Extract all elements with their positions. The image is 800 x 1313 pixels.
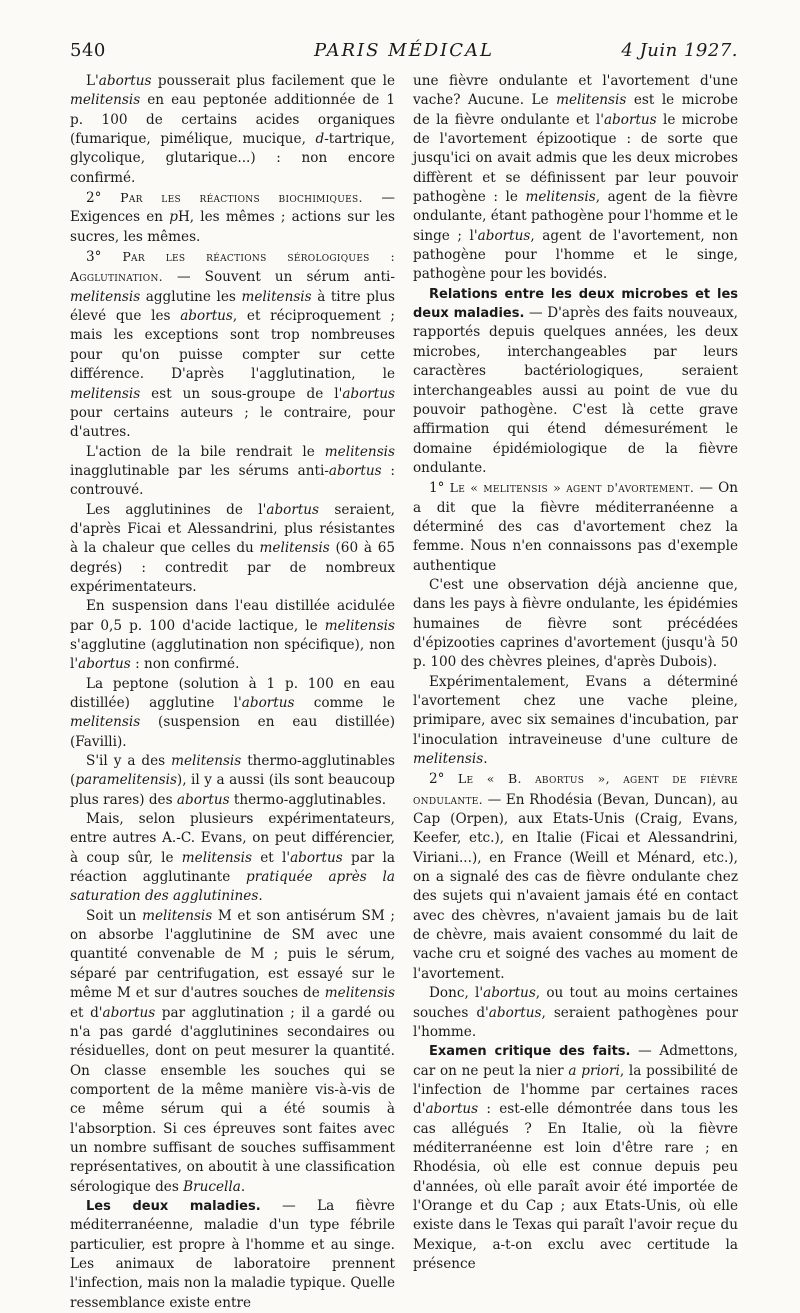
page-number: 540 [70,40,106,61]
left-column [70,72,395,1313]
paragraph: Soit un melitensis M et son antisérum SM ; on absorbe l'agglutinine de SM avec une quantité convenable de M ; puis le sérum, séparé par centrifugation, est essayé sur le même M et sur d'autres souches de melitensis et d'abortus par agglutination ; il a gardé ou n'a pas gardé d'agglutinines secondaires ou résiduelles, dont on peut mesurer la quantité. On classe ensemble les souches qui se comportent de la même manière vis-à-vis de ce même sérum qui a été soumis à l'absorption. Si ces épreuves sont faites avec un nombre suffisant de souches suffisamment représentatives, on aboutit à une classification sérologique des Brucella. [70,907,395,1195]
paragraph: Expérimentalement, Evans a déterminé l'avortement chez une vache pleine, primipare, avec six semaines d'incubation, par l'inoculation intraveineuse d'une culture de melitensis. [413,673,738,768]
paragraph: L'action de la bile rendrait le melitensis inagglutinable par les sérums anti-abortus : controuvé. [70,443,395,499]
paragraph: Les deux maladies. — La fièvre méditerranéenne, maladie d'un type fébrile particulier, est propre à l'homme et au singe. Les animaux de laboratoire prennent l'infection, mais non la maladie typique. Quelle ressemblance existe entre [70,1197,395,1311]
page-header [70,40,738,64]
paragraph: C'est une observation déjà ancienne que, dans les pays à fièvre ondulante, les épidémies humaines de fièvre sont précédées d'épizooties caprines d'avortement (jusqu'à 50 p. 100 des chèvres pleines, d'après Dubois). [413,576,738,671]
paragraph: Donc, l'abortus, ou tout au moins certaines souches d'abortus, seraient pathogènes pour l'homme. [413,985,738,1040]
section-heading: Par les réactions biochimiques. [120,190,363,206]
paragraph: 1° Le « melitensis » agent d'avortement. — On a dit que la fièvre méditerranéenne a déterminé des cas d'avortement chez la femme. Nous n'en connaissons pas d'exemple authentique [413,480,739,574]
section-heading: Examen critique des faits. [429,1044,631,1060]
paragraph: Mais, selon plusieurs expérimentateurs, entre autres A.-C. Evans, on peut différencier, à coup sûr, le melitensis et l'abortus par la réaction agglutinante pratiquée après la saturation des agglutinines. [70,811,395,905]
journal-title: PARIS MÉDICAL [313,40,494,61]
paragraph: Relations entre les deux microbes et les deux maladies. — D'après des faits nouveaux, rapportés depuis quelques années, les deux microbes, interchangeables par leurs caractères bactériologiques, seraient interchangeables aussi au point de vue du pouvoir pathogène. C'est là cette grave affirmation qui étend démesurément le domaine épidémiologique de la fièvre ondulante. [413,286,739,476]
paragraph: Les agglutinines de l'abortus seraient, d'après Ficai et Alessandrini, plus résistantes à la chaleur que celles du melitensis (60 à 65 degrés) : contredit par de nombreux expérimentateurs. [70,501,395,595]
paragraph: En suspension dans l'eau distillée acidulée par 0,5 p. 100 d'acide lactique, le melitensis s'agglutine (agglutination non spécifique), non l'abortus : non confirmé. [70,598,395,673]
paragraph: Examen critique des faits. — Admettons, car on ne peut la nier a priori, la possibilité de l'infection de l'homme par certaines races d'abortus : est-elle démontrée dans tous les cas allégués ? En Italie, où la fièvre méditerranéenne est loin d'être rare ; en Rhodésia, où elle est connue depuis peu d'années, où elle paraît avoir été importée de l'Orange et du Cap ; aux Etats-Unis, où elle existe dans le Texas qui paraît l'avoir reçue du Mexique, a-t-on exclu avec certitude la présence [413,1043,738,1272]
paragraph: La peptone (solution à 1 p. 100 en eau distillée) agglutine l'abortus comme le melitensis (suspension en eau distillée) (Favilli). [70,675,395,750]
section-heading: Le « melitensis » agent d'avortement. [449,480,695,496]
paragraph: L'abortus pousserait plus facilement que le melitensis en eau peptonée additionnée de 1 p. 100 de certains acides organiques (fumarique, pimélique, mucique, d-tartrique, glycolique, glutarique...) : non encore confirmé. [70,73,395,186]
section-heading: Relations entre les deux microbes et les deux maladies. [413,286,738,322]
section-heading: Par les réactions sérologiques : Agglutination. [70,249,395,285]
section-heading: Les deux maladies. [86,1198,261,1214]
issue-date: 4 Juin 1927. [621,40,738,61]
paragraph: 2° Le « B. abortus », agent de fièvre ondulante. — En Rhodésia (Bevan, Duncan), au Cap (Orpen), aux Etats-Unis (Craig, Evans, Keefer, etc.), en Italie (Ficai et Alessandrini, Viriani...), en France (Weill et Ménard, etc.), on a signalé des cas de fièvre ondulante chez des sujets qui n'avaient jamais été en contact avec des chèvres, n'avaient jamais bu de lait de chèvre, mais avaient consommé du lait de vache cru et soigné des vaches au moment de l'avortement. [413,771,738,982]
paragraph: S'il y a des melitensis thermo-agglutinables (paramelitensis), il y a aussi (ils sont beaucoup plus rares) des abortus thermo-agglutinables. [70,753,395,808]
paragraph: 3° Par les réactions sérologiques : Agglutination. — Souvent un sérum anti-melitensis agglutine les melitensis à titre plus élevé que les abortus, et réciproquement ; mais les exceptions sont trop nombreuses pour qu'on puisse compter sur cette différence. D'après l'agglutination, le melitensis est un sous-groupe de l'abortus pour certains auteurs ; le contraire, pour d'autres. [70,249,395,441]
paragraph: 2° Par les réactions biochimiques. — Exigences en pH, les mêmes ; actions sur les sucres, les mêmes. [70,190,396,245]
paragraph: une fièvre ondulante et l'avortement d'une vache? Aucune. Le melitensis est le microbe de la fièvre ondulante et l'abortus le microbe de l'avortement épizootique : de sorte que jusqu'ici on avait admis que les deux microbes diffèrent et se définissent par leur pouvoir pathogène : le melitensis, agent de la fièvre ondulante, étant pathogène pour l'homme et le singe ; l'abortus, agent de l'avortement, non pathogène pour l'homme et le singe, pathogène pour les bovidés. [413,73,738,283]
right-column [413,72,738,1274]
section-heading: Le « B. abortus », agent de fièvre ondulante. [413,771,738,807]
